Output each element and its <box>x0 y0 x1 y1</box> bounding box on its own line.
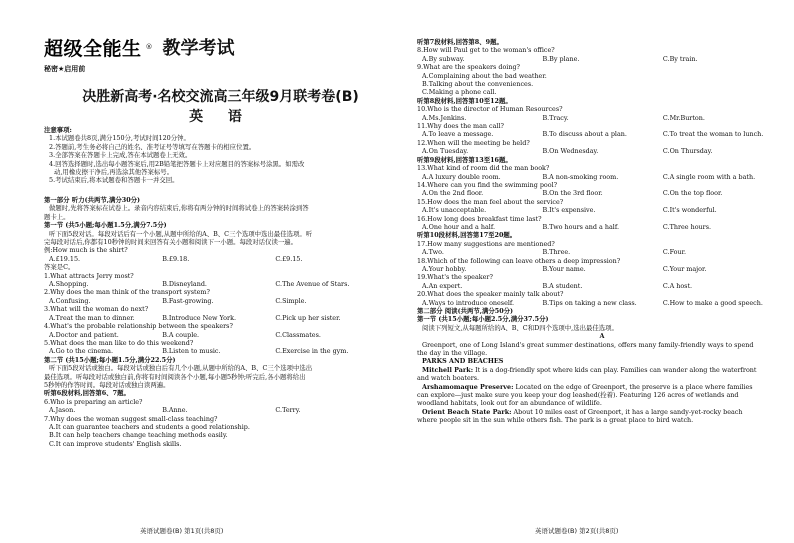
options <box>44 406 392 414</box>
note-item: 5.考试结束后,将本试题卷和答题卡一并交回。 <box>49 176 179 185</box>
question: 5.What does the man like to do this weekend? <box>44 338 194 347</box>
option: A.Doctor and patient. <box>49 330 119 339</box>
material-heading: 听第8段材料,回答第10至12题。 <box>417 96 512 105</box>
option: C.Mr.Burton. <box>662 113 705 122</box>
section1-intro: 完每段对话后,你都有10秒钟的时间来回答有关小题和阅读下一小题。每段对话仅读一遍。 <box>44 238 298 247</box>
options <box>417 223 787 231</box>
passage-text: woodland habitats, look out for an abundance of wildlife. <box>417 399 602 408</box>
brand-registered: ® <box>145 43 153 51</box>
passage-letter: A <box>599 332 605 341</box>
question: 1.What attracts Jerry most? <box>44 271 134 280</box>
subject-title: 英 语 <box>189 109 252 125</box>
options <box>417 265 787 273</box>
section2-intro: 5秒钟的作答时间。每段对话或独白读两遍。 <box>44 380 170 389</box>
section1-intro: 听下面5段对话。每段对话后有一个小题,从题中所给的A、B、C三个选项中选出最佳选项。听 <box>49 229 313 238</box>
passage-text: where people sit in the sun while others fish. The park is a great place to bird watch. <box>417 416 694 425</box>
option: C.Pick up her sister. <box>275 313 341 322</box>
option: C.£9.15. <box>275 254 303 263</box>
secret-label: 秘密★启用前 <box>44 65 86 73</box>
question: 6.Who is preparing an article? <box>44 397 143 406</box>
option: C.On the top floor. <box>662 189 723 198</box>
option: A.Shopping. <box>49 280 89 289</box>
note-item: 1.本试题卷共8页,满分150分,考试时间120分钟。 <box>49 134 190 143</box>
right-page <box>405 0 794 543</box>
option: A.A luxury double room. <box>422 172 501 181</box>
option: A.On the 2nd floor. <box>422 189 484 198</box>
options <box>417 114 787 122</box>
brand-logo <box>44 36 235 58</box>
material-heading: 听第10段材料,回答第17至20题。 <box>417 231 517 240</box>
option: C.Terry. <box>275 406 301 415</box>
material-heading: 听第6段材料,回答第6、7题。 <box>44 389 130 398</box>
part2-intro: 阅读下列短文,从每题所给的A、B、C和D四个选项中,选出最佳选项。 <box>422 323 618 332</box>
option: B.By plane. <box>542 54 580 63</box>
section2-intro: 最佳选项。听每段对话或独白前,你将有时间阅读各个小题,每小题5秒钟;听完后,各小题将给出 <box>44 372 306 381</box>
passage-text: Greenport, one of Long Island's great summer destinations, offers many family-friendly ways to spend <box>422 340 754 349</box>
option: B.Listen to music. <box>162 347 221 356</box>
section1-title: 第一节 (共5小题;每小题1.5分,满分7.5分) <box>44 221 167 230</box>
question: 15.How does the man feel about the service? <box>417 197 564 206</box>
options <box>44 314 392 322</box>
options <box>417 282 787 290</box>
question: 12.When will the meeting be held? <box>417 138 530 147</box>
example-question: 例:How much is the shirt? <box>44 246 128 255</box>
right-questions-block <box>417 38 787 425</box>
page-footer: 英语试题卷(B) 第1页(共8页) <box>140 527 224 535</box>
option: A.By subway. <box>422 54 465 63</box>
option: A.It's unacceptable. <box>422 206 487 215</box>
option: C.Exercise in the gym. <box>275 347 349 356</box>
option: C.Four. <box>662 248 686 257</box>
notes-title: 注意事项: <box>44 126 72 134</box>
passage-text <box>417 366 787 374</box>
option: B.A couple. <box>162 330 200 339</box>
option: B.Tracy. <box>542 113 569 122</box>
passage-text: can explore—just make sure you keep your dog leashed(拴着). Featuring 126 acres of wetlands and <box>417 391 739 400</box>
option: B.Your name. <box>542 264 586 273</box>
option: A.£19.15. <box>49 254 81 263</box>
option: C.The Avenue of Stars. <box>275 280 350 289</box>
option: C.A single room with a bath. <box>662 172 756 181</box>
option: A.Ways to introduce oneself. <box>422 298 515 307</box>
question: 9.What are the speakers doing? <box>417 63 520 72</box>
option: B.It's expensive. <box>542 206 596 215</box>
option: B.Tips on taking a new class. <box>542 298 637 307</box>
note-item: 动,用橡皮擦干净后,再选涂其他答案标号。 <box>54 168 174 177</box>
option: A.An expert. <box>422 281 463 290</box>
option: C.Your major. <box>662 264 707 273</box>
part2-title: 第二部分 阅读(共两节,满分50分) <box>417 307 514 315</box>
option: B.To discuss about a plan. <box>542 130 627 139</box>
part2-section-title: 第一节 (共15小题;每小题2.5分,满分37.5分) <box>417 315 549 324</box>
passage-text: the day in the village. <box>417 349 488 358</box>
question: 2.Why does the man think of the transport system? <box>44 288 210 297</box>
option: B.On the 3rd floor. <box>542 189 603 198</box>
option: A.To leave a message. <box>422 130 494 139</box>
material-heading: 听第7段材料,回答第8、9题。 <box>417 38 503 46</box>
note-item: 3.全部答案在答题卡上完成,答在本试题卷上无效。 <box>49 151 192 160</box>
example-options <box>44 255 392 263</box>
option: B.Fast-growing. <box>162 296 214 305</box>
option: A.Jason. <box>49 406 76 415</box>
option: B.A non-smoking room. <box>542 172 619 181</box>
option: B.£9.18. <box>162 254 190 263</box>
question: 3.What will the woman do next? <box>44 305 149 314</box>
example-answer: 答案是C。 <box>44 263 75 272</box>
option: B.A student. <box>542 281 583 290</box>
option: A.Confusing. <box>49 296 91 305</box>
option: C.Making a phone call. <box>422 88 497 97</box>
question: 13.What kind of room did the man book? <box>417 164 550 173</box>
question: 19.What's the speaker? <box>417 273 493 282</box>
place-name: Orient Beach State Park: <box>422 407 512 416</box>
place-name: Arshamomaque Preserve: <box>422 382 514 391</box>
option: C.Three hours. <box>662 222 712 231</box>
option: A.On Tuesday. <box>422 147 469 156</box>
question: 20.What does the speaker mainly talk about? <box>417 290 564 299</box>
option: B.Three. <box>542 248 571 257</box>
option: A.Treat the man to dinner. <box>49 313 135 322</box>
question: 11.Why does the man call? <box>417 122 504 131</box>
option: A.Your hobby. <box>422 264 467 273</box>
section2-intro: 听下面5段对话或独白。每段对话或独白后有几个小题,从题中所给的A、B、C三个选项中选出 <box>49 364 313 373</box>
question: 16.How long does breakfast time last? <box>417 214 542 223</box>
option: A.One hour and a half. <box>422 222 496 231</box>
notes-block <box>44 126 392 185</box>
page-footer: 英语试题卷(B) 第2页(共8页) <box>535 527 619 535</box>
option: B.On Wednesday. <box>542 147 599 156</box>
place-name: Mitchell Park: <box>422 365 474 374</box>
section2-title: 第二节 (共15小题;每小题1.5分,满分22.5分) <box>44 355 176 364</box>
option: A.Complaining about the bad weather. <box>422 71 547 80</box>
options <box>44 297 392 305</box>
option: A.Ms.Jenkins. <box>422 113 467 122</box>
options <box>417 206 787 214</box>
part1-title: 第一部分 听力(共两节,满分30分) <box>44 196 141 204</box>
brand-main: 超级全能生 <box>44 37 142 60</box>
options <box>417 147 787 155</box>
place-desc: About 10 miles east of Greenport, it has a large sandy-yet-rocky beach <box>511 407 743 416</box>
passage-heading: PARKS AND BEACHES <box>422 357 504 366</box>
material-heading: 听第9段材料,回答第13至16题。 <box>417 155 512 164</box>
part1-intro: 题卡上。 <box>44 212 70 221</box>
option: C.By train. <box>662 54 698 63</box>
option: C.Classmates. <box>275 330 321 339</box>
note-item: 2.答题前,考生务必将自己的姓名、准考证号等填写在答题卡的相应位置。 <box>49 142 256 151</box>
options <box>417 299 787 307</box>
exam-title: 决胜新高考·名校交流高三年级9月联考卷(B) <box>82 89 359 105</box>
options <box>417 55 787 63</box>
question: 18.Which of the following can leave others a deep impression? <box>417 256 621 265</box>
options <box>44 280 392 288</box>
option: B.Disneyland. <box>162 280 207 289</box>
part1-block <box>44 196 392 448</box>
question: 17.How many suggestions are mentioned? <box>417 239 555 248</box>
options <box>417 173 787 181</box>
option: B.Introduce New York. <box>162 313 236 322</box>
option: C.It can improve students' English skills. <box>49 439 182 448</box>
question: 7.Why does the woman suggest small-class teaching? <box>44 414 218 423</box>
place-desc: Located on the edge of Greenport, the preserve is a place where families <box>513 382 753 391</box>
options <box>44 331 392 339</box>
option: B.Talking about the conveniences. <box>422 80 534 89</box>
question: 14.Where can you find the swimming pool? <box>417 180 558 189</box>
option: B.Two hours and a half. <box>542 222 620 231</box>
brand-sub: 教学考试 <box>162 38 235 59</box>
options <box>417 189 787 197</box>
passage-text: and watch boaters. <box>417 374 480 383</box>
passage-text <box>417 408 787 416</box>
options <box>417 130 787 138</box>
option: A.Go to the cinema. <box>49 347 113 356</box>
option: C.A host. <box>662 281 693 290</box>
place-desc: It is a dog-friendly spot where kids can play. Families can wander along the waterfront <box>473 365 757 374</box>
note-item: 4.回答选择题时,选出每小题答案后,用2B铅笔把答题卡上对应题目的答案标号涂黑。如需改 <box>49 159 305 168</box>
question: 8.How will Paul get to the woman's office? <box>417 46 555 55</box>
question: 4.What's the probable relationship between the speakers? <box>44 322 233 331</box>
option: C.It's wonderful. <box>662 206 717 215</box>
option: A.It can guarantee teachers and students a good relationship. <box>49 422 250 431</box>
option: B.Anne. <box>162 406 188 415</box>
passage-text <box>417 383 787 391</box>
option: A.Two. <box>422 248 444 257</box>
option: C.How to make a good speech. <box>662 298 763 307</box>
option: B.It can help teachers change teaching methods easily. <box>49 431 228 440</box>
option: C.Simple. <box>275 296 307 305</box>
option: C.On Thursday. <box>662 147 713 156</box>
question: 10.Who is the director of Human Resources? <box>417 105 563 114</box>
options <box>44 347 392 355</box>
part1-intro: 做题时,先将答案标在试卷上。录音内容结束后,你将有两分钟的时间将试卷上的答案转涂到答 <box>49 204 309 213</box>
option: C.To treat the woman to lunch. <box>662 130 764 139</box>
options <box>417 248 787 256</box>
